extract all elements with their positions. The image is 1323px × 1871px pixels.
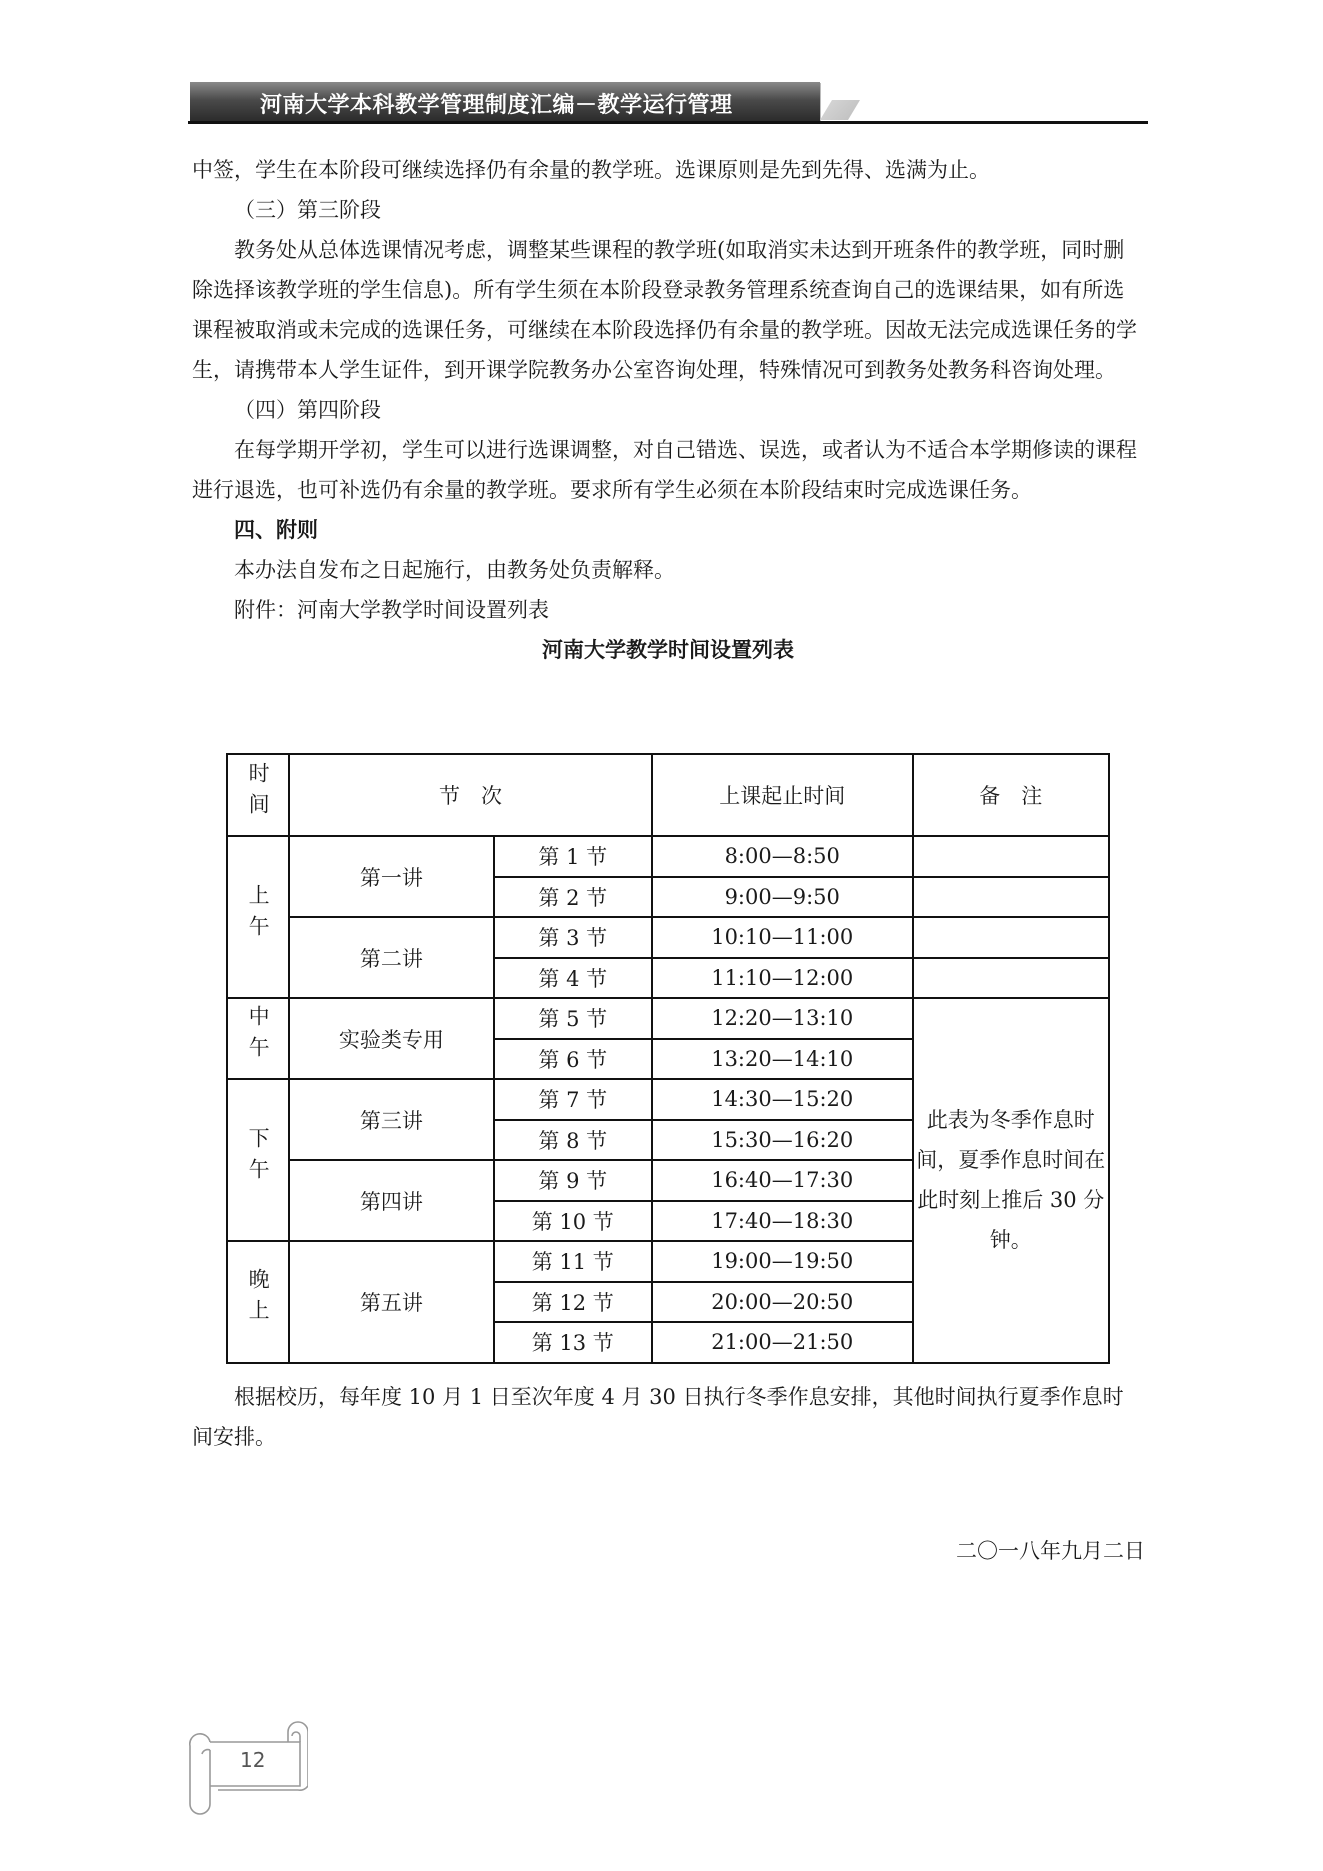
teaching-time-table (226, 753, 1110, 1364)
time-cell: 17:40—18:30 (652, 1201, 913, 1242)
paragraph-3: 在每学期开学初，学生可以进行选课调整，对自己错选、误选，或者认为不适合本学期修读的课程进行退选，也可补选仍有余量的教学班。要求所有学生必须在本阶段结束时完成选课任务。 (192, 438, 1137, 502)
table-row (227, 917, 1109, 958)
session-cell: 第 13 节 (494, 1322, 652, 1363)
lecture-cell: 第五讲 (289, 1241, 493, 1363)
paragraph-1: 中签，学生在本阶段可继续选择仍有余量的教学班。选课原则是先到先得、选满为止。 (192, 158, 990, 182)
remark-cell (913, 836, 1109, 877)
time-cell: 9:00—9:50 (652, 877, 913, 918)
paragraph-6: 根据校历，每年度 10 月 1 日至次年度 4 月 30 日执行冬季作息安排，其他时间执行夏季作息时间安排。 (192, 1385, 1124, 1449)
time-cell: 12:20—13:10 (652, 998, 913, 1039)
time-cell: 13:20—14:10 (652, 1039, 913, 1080)
appendix-heading: 四、附则 (234, 518, 318, 542)
time-cell: 15:30—16:20 (652, 1120, 913, 1161)
time-cell: 16:40—17:30 (652, 1160, 913, 1201)
period-cell: 上午 (227, 836, 289, 998)
section-3-title: （三）第三阶段 (234, 198, 381, 222)
remark-cell (913, 917, 1109, 958)
paragraph-5: 附件：河南大学教学时间设置列表 (234, 598, 549, 622)
time-cell: 19:00—19:50 (652, 1241, 913, 1282)
time-cell: 10:10—11:00 (652, 917, 913, 958)
issue-date: 二〇一八年九月二日 (956, 1539, 1145, 1563)
paragraph-2: 教务处从总体选课情况考虑，调整某些课程的教学班(如取消实未达到开班条件的教学班，同时删除选择该教学班的学生信息)。所有学生须在本阶段登录教务管理系统查询自己的选课结果，如有所选课程被取消或未完成的选课任务，可继续在本阶段选择仍有余量的教学班。因故无法完成选课任务的学生，请携带本人学生证件，到开课学院教务办公室咨询处理，特殊情况可到教务处教务科咨询处理。 (192, 238, 1137, 382)
remark-cell (913, 877, 1109, 918)
header-time: 上课起止时间 (652, 754, 913, 836)
session-cell: 第 1 节 (494, 836, 652, 877)
section-4-title: （四）第四阶段 (234, 398, 381, 422)
post-table-text (192, 1377, 1144, 1457)
header-rule (188, 121, 1148, 124)
header-remark: 备 注 (913, 754, 1109, 836)
lecture-cell: 第三讲 (289, 1079, 493, 1160)
table-header-row (227, 754, 1109, 836)
lecture-cell: 实验类专用 (289, 998, 493, 1079)
time-cell: 11:10—12:00 (652, 958, 913, 999)
time-cell: 14:30—15:20 (652, 1079, 913, 1120)
session-cell: 第 3 节 (494, 917, 652, 958)
session-cell: 第 12 节 (494, 1282, 652, 1323)
period-cell: 中午 (227, 998, 289, 1079)
period-cell: 晚上 (227, 1241, 289, 1363)
lecture-cell: 第二讲 (289, 917, 493, 998)
session-cell: 第 6 节 (494, 1039, 652, 1080)
period-cell: 下午 (227, 1079, 289, 1241)
header-period: 时间 (227, 754, 289, 836)
lecture-cell: 第一讲 (289, 836, 493, 917)
time-cell: 20:00—20:50 (652, 1282, 913, 1323)
header-banner (190, 82, 820, 122)
session-cell: 第 10 节 (494, 1201, 652, 1242)
lecture-cell: 第四讲 (289, 1160, 493, 1241)
remark-cell (913, 958, 1109, 999)
session-cell: 第 4 节 (494, 958, 652, 999)
document-body (192, 150, 1144, 670)
session-cell: 第 5 节 (494, 998, 652, 1039)
session-cell: 第 8 节 (494, 1120, 652, 1161)
header-banner-tab (820, 100, 860, 120)
page-number: 12 (240, 1748, 266, 1772)
table-title: 河南大学教学时间设置列表 (542, 638, 794, 662)
session-cell: 第 7 节 (494, 1079, 652, 1120)
remark-note: 此表为冬季作息时间，夏季作息时间在此时刻上推后 30 分钟。 (913, 998, 1109, 1363)
session-cell: 第 11 节 (494, 1241, 652, 1282)
session-cell: 第 9 节 (494, 1160, 652, 1201)
time-cell: 8:00—8:50 (652, 836, 913, 877)
page-number-scroll (188, 1716, 308, 1816)
time-cell: 21:00—21:50 (652, 1322, 913, 1363)
header-session: 节 次 (289, 754, 652, 836)
header-title: 河南大学本科教学管理制度汇编－教学运行管理 (260, 93, 733, 118)
table-row (227, 998, 1109, 1039)
table-row (227, 836, 1109, 877)
session-cell: 第 2 节 (494, 877, 652, 918)
paragraph-4: 本办法自发布之日起施行，由教务处负责解释。 (234, 558, 675, 582)
